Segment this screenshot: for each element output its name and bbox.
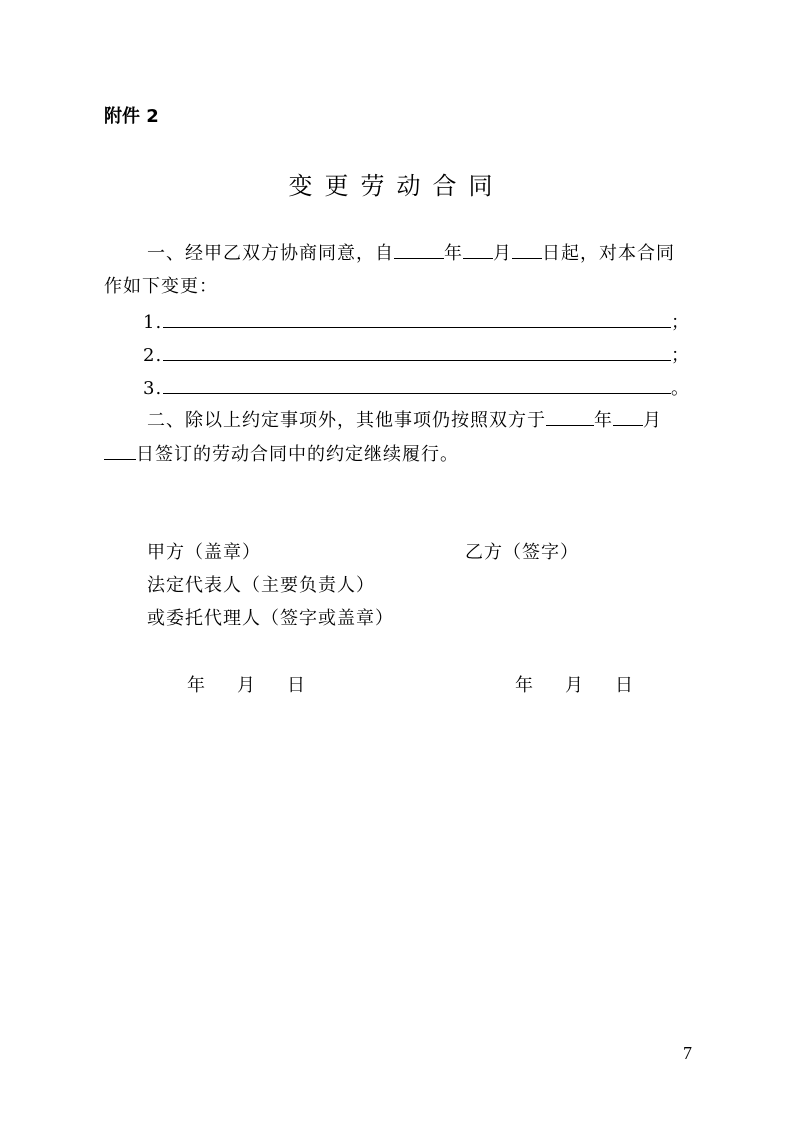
item-number: 1. bbox=[143, 312, 163, 333]
clause-2-rest: 日签订的劳动合同中的约定继续履行。 bbox=[136, 444, 459, 465]
party-b-sign: 乙方（签字） bbox=[465, 542, 579, 563]
clause-1-year-blank bbox=[394, 240, 444, 259]
item-blank bbox=[163, 309, 671, 328]
list-item bbox=[143, 342, 690, 368]
clause-2-month-label: 月 bbox=[643, 410, 662, 431]
party-a-seal: 甲方（盖章） bbox=[147, 542, 261, 563]
clause-1-day-blank bbox=[512, 240, 542, 259]
clause-1-month-label: 月 bbox=[493, 243, 512, 264]
clause-1-continuation: 作如下变更： bbox=[104, 276, 218, 297]
party-a-year-label: 年 bbox=[187, 675, 206, 696]
item-blank bbox=[163, 342, 671, 361]
item-number: 2. bbox=[143, 345, 163, 366]
clause-2-line bbox=[147, 407, 662, 433]
item-number: 3. bbox=[143, 378, 163, 399]
list-item bbox=[143, 375, 690, 401]
clause-1-day-from: 日起，对本合同 bbox=[542, 243, 675, 264]
clause-1-year-label: 年 bbox=[444, 243, 463, 264]
clause-1-lead: 一、经甲乙双方协商同意，自 bbox=[147, 243, 394, 264]
legal-representative: 法定代表人（主要负责人） bbox=[147, 575, 375, 596]
party-b-day-label: 日 bbox=[615, 675, 634, 696]
clause-2-lead: 二、除以上约定事项外，其他事项仍按照双方于 bbox=[147, 410, 546, 431]
document-title: 变更劳动合同 bbox=[288, 172, 505, 200]
item-end-mark: 。 bbox=[671, 378, 690, 399]
party-a-month-label: 月 bbox=[237, 675, 256, 696]
page-number: 7 bbox=[683, 1043, 692, 1063]
item-blank bbox=[163, 375, 671, 394]
clause-2-continuation bbox=[104, 441, 459, 467]
clause-1-line bbox=[147, 240, 675, 266]
authorized-agent: 或委托代理人（签字或盖章） bbox=[147, 608, 394, 629]
party-a-day-label: 日 bbox=[287, 675, 306, 696]
party-b-year-label: 年 bbox=[515, 675, 534, 696]
list-item bbox=[143, 309, 690, 335]
item-end-mark: ； bbox=[671, 345, 690, 366]
clause-2-day-blank bbox=[104, 441, 136, 460]
item-end-mark: ； bbox=[671, 312, 690, 333]
party-b-month-label: 月 bbox=[565, 675, 584, 696]
attachment-label: 附件 2 bbox=[104, 106, 159, 127]
clause-2-year-label: 年 bbox=[594, 410, 613, 431]
clause-1-month-blank bbox=[463, 240, 493, 259]
clause-2-month-blank bbox=[613, 407, 643, 426]
clause-2-year-blank bbox=[546, 407, 594, 426]
